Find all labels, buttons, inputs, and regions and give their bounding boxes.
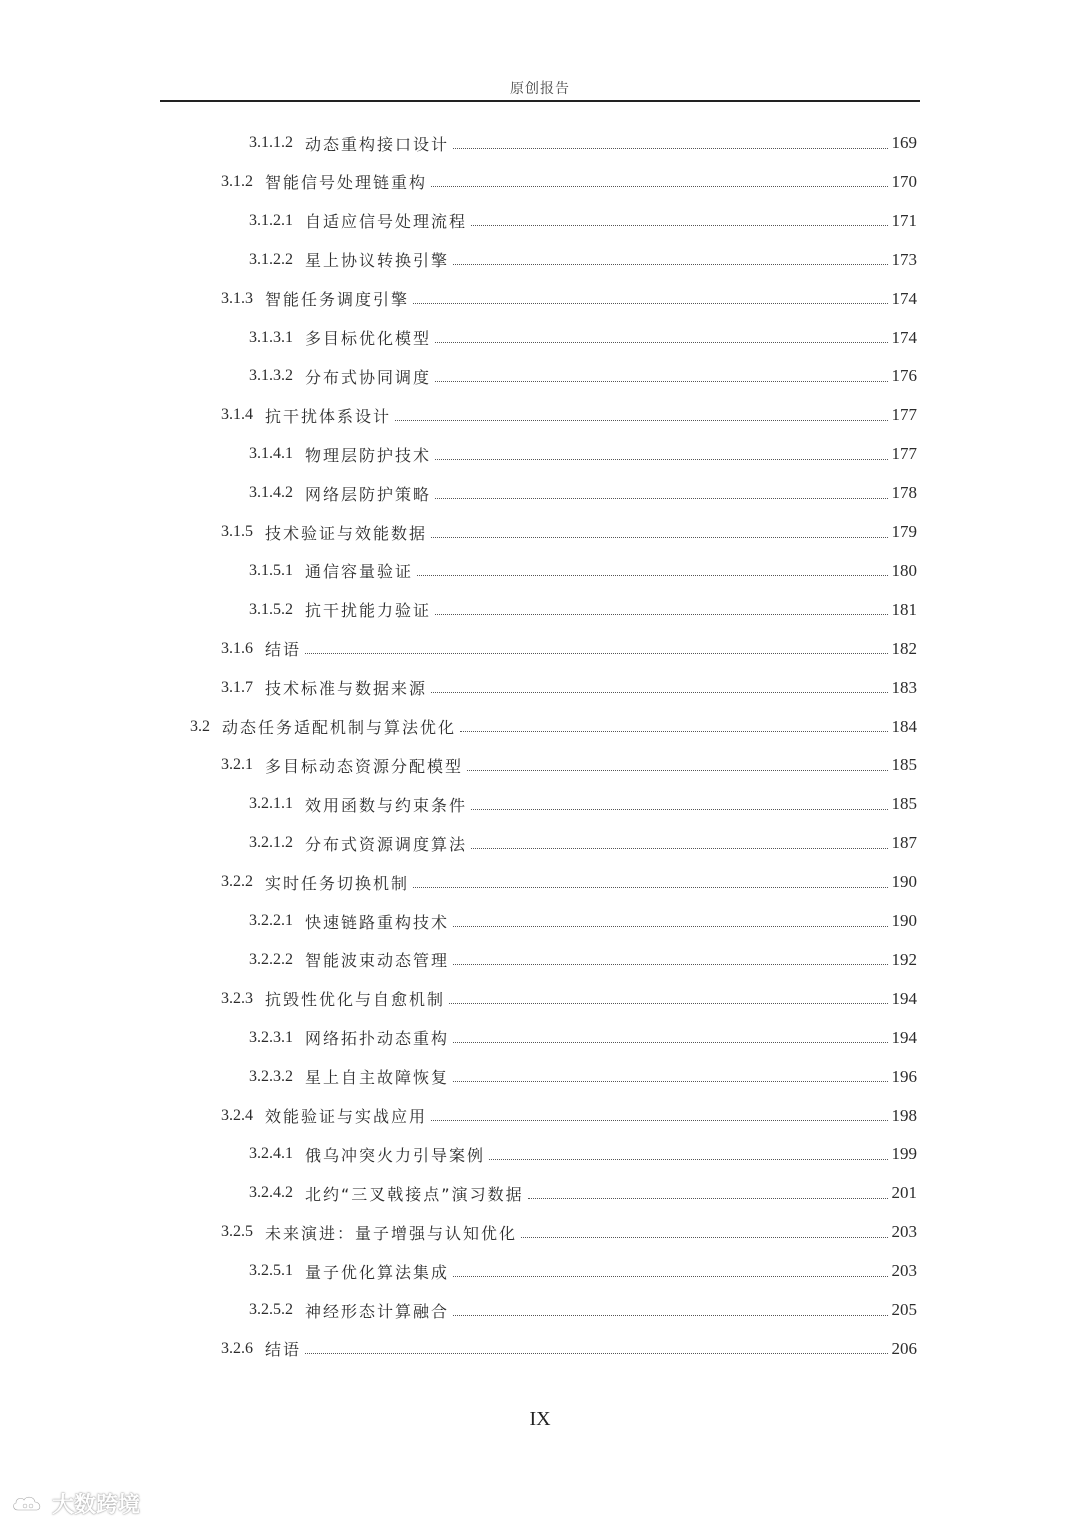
toc-entry-title: 神经形态计算融合 — [305, 1301, 450, 1321]
toc-entry-title: 量子优化算法集成 — [305, 1262, 450, 1282]
toc-dot-leader — [453, 1315, 887, 1316]
toc-entry[interactable] — [249, 241, 917, 279]
toc-dot-leader — [395, 420, 887, 421]
toc-entry-title: 智能信号处理链重构 — [265, 173, 428, 193]
toc-entry-title: 自适应信号处理流程 — [305, 212, 468, 232]
toc-entry-number: 3.2.3.1 — [249, 1028, 293, 1046]
toc-entry-title: 抗干扰体系设计 — [265, 406, 392, 426]
toc-entry-title: 多目标动态资源分配模型 — [265, 756, 464, 776]
toc-entry-page: 170 — [891, 171, 917, 191]
toc-entry-number: 3.1.2 — [221, 172, 253, 190]
toc-entry[interactable] — [249, 902, 917, 940]
toc-dot-leader — [453, 1042, 887, 1043]
toc-entry-number: 3.1.3.1 — [249, 328, 293, 346]
watermark-text: 大数跨境 — [52, 1493, 141, 1518]
toc-dot-leader — [471, 809, 887, 810]
toc-entry-page: 180 — [891, 560, 917, 580]
toc-entry-page: 178 — [891, 483, 917, 503]
toc-entry[interactable] — [221, 669, 917, 707]
page-number: IX — [529, 1408, 551, 1430]
toc-entry[interactable] — [249, 552, 917, 590]
toc-dot-leader — [471, 225, 887, 226]
toc-entry-number: 3.1.5 — [221, 523, 253, 540]
toc-entry-page: 173 — [891, 249, 917, 269]
toc-entry-title: 智能波束动态管理 — [305, 951, 450, 971]
toc-entry-page: 190 — [891, 872, 917, 892]
toc-entry-title: 物理层防护技术 — [305, 445, 432, 465]
toc-entry-number: 3.2.2.2 — [249, 950, 293, 968]
toc-entry[interactable] — [190, 708, 917, 746]
toc-dot-leader — [528, 1198, 888, 1199]
running-header: 原创报告 — [510, 81, 570, 97]
toc-entry[interactable] — [221, 396, 917, 434]
toc-entry-page: 184 — [891, 716, 917, 736]
toc-entry-page: 176 — [891, 366, 917, 386]
toc-entry-title: 抗毁性优化与自愈机制 — [265, 990, 446, 1010]
toc-dot-leader — [453, 148, 887, 149]
toc-entry-number: 3.2.5.1 — [249, 1262, 293, 1280]
toc-entry-title: 结语 — [265, 640, 302, 660]
toc-dot-leader — [453, 964, 887, 965]
toc-entry-page: 187 — [891, 833, 917, 853]
toc-entry[interactable] — [221, 746, 917, 784]
toc-dot-leader — [431, 1120, 887, 1121]
toc-entry-title: 技术标准与数据来源 — [265, 679, 428, 699]
toc-entry[interactable] — [249, 124, 917, 162]
toc-entry-page: 203 — [891, 1222, 917, 1242]
toc-entry-title: 星上自主故障恢复 — [305, 1068, 450, 1088]
toc-entry-number: 3.2.1 — [221, 756, 253, 774]
toc-dot-leader — [413, 303, 887, 304]
toc-dot-leader — [431, 692, 887, 693]
toc-entry[interactable] — [249, 202, 917, 240]
toc-entry[interactable] — [249, 785, 917, 823]
toc-entry[interactable] — [249, 357, 917, 395]
toc-entry[interactable] — [221, 163, 917, 201]
toc-entry-number: 3.2.4 — [221, 1106, 253, 1124]
toc-entry-number: 3.1.5.2 — [249, 600, 293, 618]
toc-entry-page: 169 — [891, 133, 917, 152]
toc-entry-title: 俄乌冲突火力引导案例 — [305, 1145, 486, 1165]
toc-entry-number: 3.2.3.2 — [249, 1067, 293, 1085]
toc-entry[interactable] — [249, 941, 917, 979]
toc-entry-title: 效能验证与实战应用 — [265, 1107, 428, 1126]
toc-entry-title: 星上协议转换引擎 — [305, 251, 450, 271]
toc-entry-page: 185 — [891, 794, 917, 814]
toc-entry-title: 效用函数与约束条件 — [305, 795, 468, 815]
toc-entry[interactable] — [221, 980, 917, 1018]
toc-entry-number: 3.2.5 — [221, 1223, 253, 1241]
toc-entry-number: 3.2.1.1 — [249, 795, 293, 813]
toc-entry[interactable] — [249, 319, 917, 357]
toc-entry-page: 205 — [891, 1300, 917, 1319]
toc-entry-number: 3.1.3 — [221, 289, 253, 307]
toc-entry-page: 196 — [891, 1066, 917, 1086]
toc-entry-number: 3.2.5.2 — [249, 1301, 293, 1318]
toc-entry-number: 3.1.3.2 — [249, 367, 293, 385]
toc-entry-number: 3.1.6 — [221, 639, 253, 657]
toc-dot-leader — [435, 459, 887, 460]
toc-entry-number: 3.2.4.1 — [249, 1145, 293, 1163]
toc-dot-leader — [453, 926, 887, 927]
toc-dot-leader — [471, 848, 887, 849]
toc-entry[interactable] — [221, 513, 917, 551]
toc-entry-title: 网络层防护策略 — [305, 484, 432, 504]
toc-dot-leader — [489, 1159, 887, 1160]
toc-entry-page: 201 — [891, 1183, 917, 1203]
toc-entry-page: 179 — [891, 522, 917, 541]
toc-entry-number: 3.1.4.2 — [249, 484, 293, 502]
toc-dot-leader — [460, 731, 887, 732]
toc-dot-leader — [453, 264, 887, 265]
toc-dot-leader — [435, 342, 887, 343]
toc-entry-page: 177 — [891, 405, 917, 425]
toc-dot-leader — [305, 653, 887, 654]
toc-entry-title: 多目标优化模型 — [305, 329, 432, 348]
toc-entry-page: 182 — [891, 638, 917, 658]
toc-dot-leader — [521, 1237, 887, 1238]
toc-entry-title: 分布式资源调度算法 — [305, 834, 468, 854]
toc-entry-page: 177 — [891, 444, 917, 464]
toc-entry[interactable] — [249, 1019, 917, 1057]
toc-dot-leader — [431, 537, 887, 538]
toc-entry[interactable] — [221, 1097, 917, 1135]
toc-entry-title: 技术验证与效能数据 — [265, 523, 428, 543]
toc-entry[interactable] — [249, 1291, 917, 1329]
toc-entry-title: 分布式协同调度 — [305, 367, 432, 387]
toc-entry-page: 181 — [891, 599, 917, 619]
toc-entry-page: 190 — [891, 911, 917, 930]
toc-entry-page: 185 — [891, 755, 917, 775]
toc-entry-number: 3.1.7 — [221, 678, 253, 696]
toc-entry-title: 智能任务调度引擎 — [265, 290, 410, 310]
toc-entry[interactable] — [221, 863, 917, 901]
toc-entry-number: 3.1.4 — [221, 406, 253, 424]
toc-entry-page: 174 — [891, 327, 917, 347]
toc-entry-title: 结语 — [265, 1340, 302, 1360]
toc-entry-number: 3.1.2.2 — [249, 250, 293, 268]
toc-entry[interactable] — [249, 1058, 917, 1096]
toc-entry-page: 199 — [891, 1144, 917, 1164]
toc-entry-page: 198 — [891, 1105, 917, 1125]
toc-dot-leader — [453, 1276, 887, 1277]
toc-entry[interactable] — [249, 435, 917, 473]
toc-entry-page: 194 — [891, 988, 917, 1008]
toc-entry-title: 动态重构接口设计 — [305, 134, 450, 154]
toc-dot-leader — [467, 770, 887, 771]
toc-dot-leader — [305, 1353, 887, 1354]
toc-entry-title: 快速链路重构技术 — [305, 912, 450, 932]
toc-dot-leader — [435, 381, 887, 382]
toc-entry-title: 未来演进：量子增强与认知优化 — [265, 1223, 518, 1243]
toc-entry[interactable] — [249, 591, 917, 629]
toc-entry-number: 3.1.5.1 — [249, 561, 293, 579]
toc-entry[interactable] — [249, 1252, 917, 1290]
toc-entry-number: 3.2 — [190, 717, 210, 735]
toc-entry-page: 203 — [891, 1261, 917, 1281]
toc-entry-number: 3.2.4.2 — [249, 1184, 293, 1202]
toc-entry[interactable] — [221, 1213, 917, 1251]
cloud-logo-icon — [10, 1492, 46, 1516]
toc-entry-title: 实时任务切换机制 — [265, 873, 410, 893]
toc-dot-leader — [417, 575, 887, 576]
toc-entry-number: 3.2.6 — [221, 1339, 253, 1357]
toc-dot-leader — [413, 887, 887, 888]
toc-entry[interactable] — [221, 280, 917, 318]
toc-entry-number: 3.2.2.1 — [249, 912, 293, 929]
toc-entry-number: 3.2.1.2 — [249, 834, 293, 852]
toc-entry-page: 206 — [891, 1338, 917, 1358]
toc-entry[interactable] — [249, 1135, 917, 1173]
toc-entry-title: 动态任务适配机制与算法优化 — [222, 718, 457, 737]
toc-entry[interactable] — [249, 1174, 917, 1212]
toc-entry-number: 3.1.1.2 — [249, 134, 293, 151]
toc-dot-leader — [435, 498, 887, 499]
toc-entry[interactable] — [249, 474, 917, 512]
toc-entry-title: 网络拓扑动态重构 — [305, 1029, 450, 1049]
toc-entry-page: 174 — [891, 288, 917, 308]
toc-entry-number: 3.2.3 — [221, 989, 253, 1007]
toc-dot-leader — [449, 1003, 887, 1004]
toc-entry-page: 192 — [891, 949, 917, 969]
toc-entry-title: 抗干扰能力验证 — [305, 601, 432, 621]
toc-entry-title: 北约“三叉戟接点”演习数据 — [305, 1184, 524, 1204]
watermark — [10, 1488, 140, 1519]
toc-entry[interactable] — [221, 1330, 917, 1368]
toc-entry-number: 3.1.4.1 — [249, 445, 293, 463]
toc-entry-page: 194 — [891, 1027, 917, 1047]
toc-entry[interactable] — [249, 824, 917, 862]
toc-dot-leader — [435, 614, 887, 615]
toc-entry-page: 183 — [891, 677, 917, 697]
header-divider — [160, 100, 920, 102]
toc-dot-leader — [453, 1081, 887, 1082]
toc-entry-page: 171 — [891, 210, 917, 230]
toc-entry[interactable] — [221, 630, 917, 668]
toc-entry-number: 3.2.2 — [221, 873, 253, 891]
toc-entry-title: 通信容量验证 — [305, 562, 414, 582]
toc-entry-number: 3.1.2.1 — [249, 211, 293, 229]
toc-dot-leader — [431, 186, 887, 187]
